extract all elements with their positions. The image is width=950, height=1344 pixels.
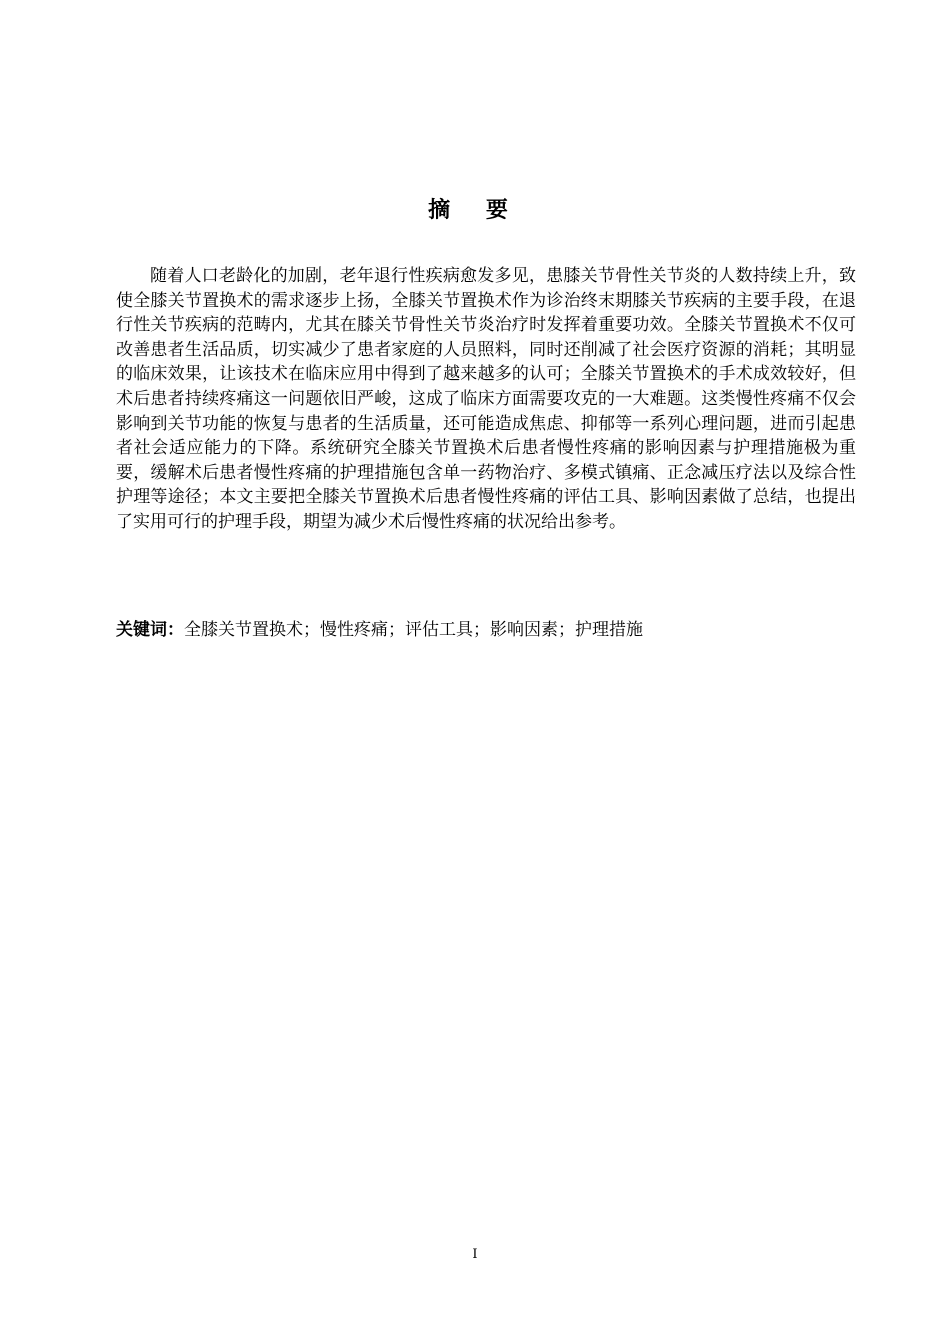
page-number: I: [472, 1247, 478, 1262]
abstract-body: 随着人口老龄化的加剧，老年退行性疾病愈发多见，患膝关节骨性关节炎的人数持续上升，致使全膝关节置换术的需求逐步上扬，全膝关节置换术作为诊治终末期膝关节疾病的主要手段，在退行性关节疾病的范畴内，尤其在膝关节骨性关节炎治疗时发挥着重要功效。全膝关节置换术不仅可改善患者生活品质，切实减少了患者家庭的人员照料，同时还削减了社会医疗资源的消耗；其明显的临床效果，让该技术在临床应用中得到了越来越多的认可；全膝关节置换术的手术成效较好，但术后患者持续疼痛这一问题依旧严峻，这成了临床方面需要攻克的一大难题。这类慢性疼痛不仅会影响到关节功能的恢复与患者的生活质量，还可能造成焦虑、抑郁等一系列心理问题，进而引起患者社会适应能力的下降。系统研究全膝关节置换术后患者慢性疼痛的影响因素与护理措施极为重要，缓解术后患者慢性疼痛的护理措施包含单一药物治疗、多模式镇痛、正念减压疗法以及综合性护理等途径；本文主要把全膝关节置换术后患者慢性疼痛的评估工具、影响因素做了总结，也提出了实用可行的护理手段，期望为减少术后慢性疼痛的状况给出参考。: [116, 266, 856, 532]
abstract-title: 摘 要: [428, 198, 522, 223]
keywords-label: 关键词：: [116, 620, 184, 640]
keywords-list: 全膝关节置换术；慢性疼痛；评估工具；影响因素；护理措施: [184, 620, 643, 640]
keywords-line: [116, 618, 856, 642]
